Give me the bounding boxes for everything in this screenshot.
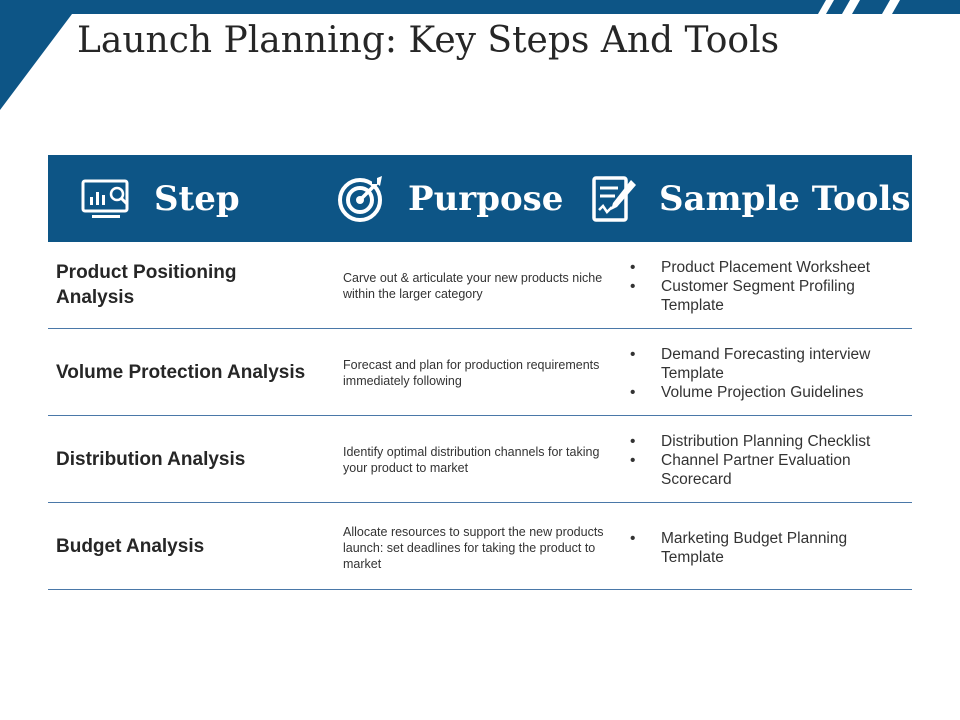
table-row xyxy=(48,242,912,329)
header-tools xyxy=(591,155,911,242)
header-step-label: Step xyxy=(154,178,240,219)
tool-item: • Marketing Budget Planning Template xyxy=(628,529,908,567)
tool-item: • Channel Partner Evaluation Scorecard xyxy=(628,451,908,489)
slide-title: Launch Planning: Key Steps And Tools xyxy=(77,20,780,61)
header-purpose xyxy=(336,155,563,242)
tool-item: • Distribution Planning Checklist xyxy=(628,432,908,451)
step-name: Budget Analysis xyxy=(56,535,205,557)
top-bar-shape xyxy=(72,0,826,14)
tools-list xyxy=(628,432,908,489)
header-tools-label: Sample Tools xyxy=(659,178,911,219)
steps-table xyxy=(48,155,912,590)
presentation-analytics-icon xyxy=(80,177,132,221)
purpose-text: Allocate resources to support the new products launch: set deadlines for taking the product to market xyxy=(343,525,604,571)
table-header xyxy=(48,155,912,242)
table-row xyxy=(48,503,912,590)
header-step xyxy=(80,155,240,242)
top-right-stripe-3 xyxy=(892,0,960,14)
tools-list xyxy=(628,258,908,315)
top-right-stripe-2 xyxy=(852,0,890,14)
table-row xyxy=(48,416,912,503)
header-purpose-label: Purpose xyxy=(408,178,564,219)
top-right-stripe-1 xyxy=(826,0,850,14)
step-name: Product Positioning Analysis xyxy=(56,262,237,308)
tool-item: • Volume Projection Guidelines xyxy=(628,383,908,402)
step-name: Volume Protection Analysis xyxy=(56,361,306,383)
tool-item: • Customer Segment Profiling Template xyxy=(628,277,908,315)
checklist-pen-icon xyxy=(591,174,637,224)
step-name: Distribution Analysis xyxy=(56,448,246,470)
purpose-text: Carve out & articulate your new products niche within the larger category xyxy=(343,271,603,301)
table-row xyxy=(48,329,912,416)
tools-list xyxy=(628,345,908,402)
purpose-text: Forecast and plan for production requirements immediately following xyxy=(343,358,600,388)
tool-item: • Product Placement Worksheet xyxy=(628,258,908,277)
purpose-text: Identify optimal distribution channels for taking your product to market xyxy=(343,445,600,475)
target-icon xyxy=(336,174,386,224)
top-left-accent-shape xyxy=(0,0,72,110)
tool-item: • Demand Forecasting interview Template xyxy=(628,345,908,383)
tools-list xyxy=(628,529,908,567)
